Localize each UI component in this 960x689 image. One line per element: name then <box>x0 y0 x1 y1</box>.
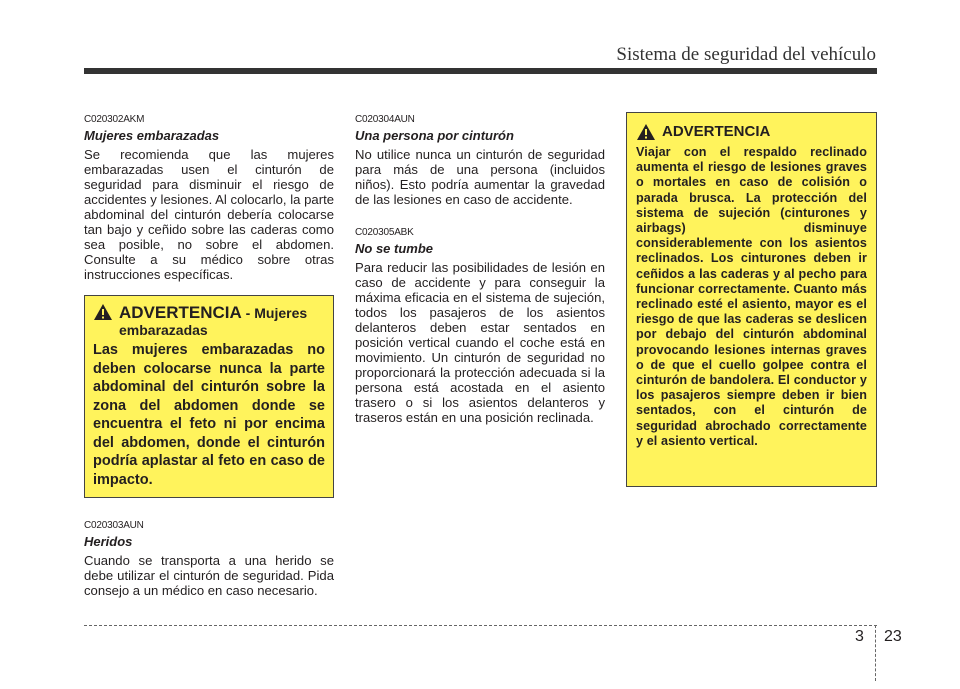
warning-title: ADVERTENCIA <box>119 303 242 322</box>
page-header-title: Sistema de seguridad del vehículo <box>616 44 876 65</box>
warning-subtitle-line2: embarazadas <box>119 322 208 338</box>
section-heading: No se tumbe <box>355 241 434 256</box>
footer-divider <box>875 625 876 681</box>
page-chapter-number: 3 <box>855 628 864 645</box>
warning-box-pregnant <box>84 295 334 498</box>
warning-header <box>93 303 325 323</box>
warning-body: Las mujeres embarazadas no deben colocarse nunca la parte abdominal del cinturón sobre la zona del abdomen donde se encuentra el feto ni por encima del abdomen, donde el cinturón podría aplastar al feto en caso de impacto. <box>93 342 325 488</box>
section-heading: Una persona por cinturón <box>355 128 514 143</box>
section-code: C020303AUN <box>84 520 144 531</box>
section-body: Cuando se transporta a una herido se debe utilizar el cinturón de seguridad. Pida consejo a un médico en caso necesario. <box>84 553 334 598</box>
header-rule <box>84 68 877 74</box>
section-heading: Mujeres embarazadas <box>84 128 220 143</box>
section-code: C020304AUN <box>355 114 415 125</box>
page-number: 23 <box>884 628 902 645</box>
section-code: C020305ABK <box>355 227 414 238</box>
section-body: Para reducir las posibilidades de lesión en caso de accidente y para conseguir la máxima eficacia en el sistema de sujeción, todos los pasajeros de los asientos delanteros deben estar sentados en posición vertical cuando el coche está en movimiento. Un cinturón de seguridad no proporcionará la protección adecuada si la persona está acostada en el asiento trasero o si los asientos delanteros y traseros están en una posición reclinada. <box>355 260 605 425</box>
middle-column <box>355 110 605 425</box>
footer-rule <box>84 625 877 626</box>
warning-header <box>636 123 867 141</box>
warning-title: ADVERTENCIA <box>662 123 771 140</box>
warning-subtitle: - Mujeres <box>241 305 308 321</box>
section-code: C020302AKM <box>84 114 145 125</box>
section-body: Se recomienda que las mujeres embarazadas usen el cinturón de seguridad para disminuir el riesgo de accidentes y lesiones. Al colocarlo, la parte abdominal del cinturón debería colocarse tan bajo y ceñido sobre las caderas como sea posible, no sobre el abdomen. Consulte a su médico sobre otras instrucciones específicas. <box>84 147 334 282</box>
warning-box-reclined <box>626 112 877 487</box>
warning-body: Viajar con el respaldo reclinado aumenta el riesgo de lesiones graves o mortales en caso de colisión o parada brusca. La protección del sistema de sujeción (cinturones y airbags) disminuye considerablemente con los asientos reclinados. Los cinturones deben ir ceñidos a las caderas y al pecho para funcionar correctamente. Cuanto más reclinado esté el asiento, mayor es el riesgo de que las caderas se deslicen por debajo del cinturón abdominal provocando lesiones internas graves o de que el cuello golpee contra el cinturón de bandolera. El conductor y los pasajeros siempre deben ir bien sentados, con el cinturón de seguridad abrochado correctamente y el asiento vertical. <box>636 145 867 448</box>
warning-triangle-icon <box>93 303 113 321</box>
left-column <box>84 110 334 598</box>
section-body: No utilice nunca un cinturón de seguridad para más de una persona (incluidos niños). Esto podría aumentar la gravedad de las lesiones en caso de accidente. <box>355 147 605 207</box>
section-heading: Heridos <box>84 534 133 549</box>
warning-triangle-icon <box>636 123 656 141</box>
